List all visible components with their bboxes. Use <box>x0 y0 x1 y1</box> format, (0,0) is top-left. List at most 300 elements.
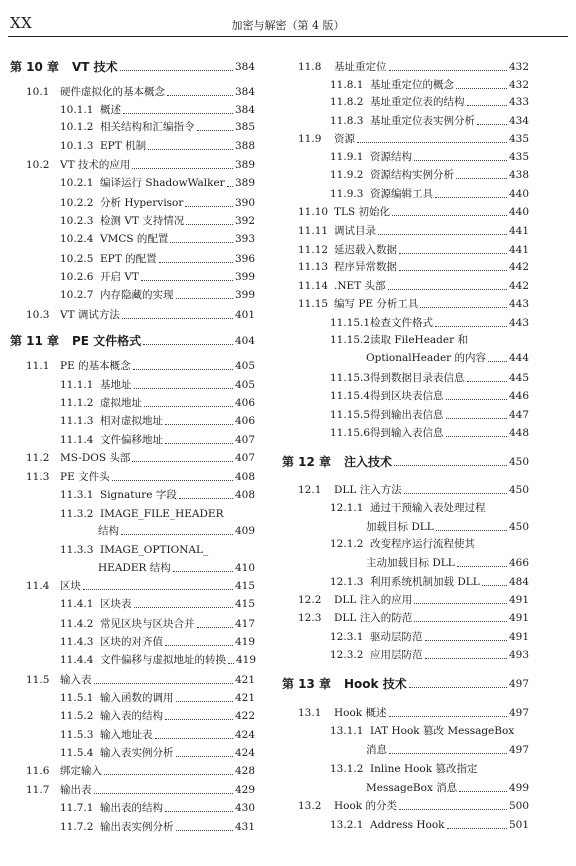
toc-entry-title: Address Hook <box>370 819 445 831</box>
toc-entry-title: 虚拟地址 <box>100 397 142 409</box>
toc-entry <box>10 374 255 392</box>
toc-entry-number: 11.5.1 <box>60 692 94 704</box>
toc-entry-number: 12.3.2 <box>330 649 364 661</box>
toc-entry-number: 12.1.1 <box>330 502 364 514</box>
leader-dots <box>228 663 234 664</box>
toc-entry <box>282 777 529 795</box>
leader-dots <box>165 424 233 425</box>
toc-entry-title: 通过干预输入表处理过程 <box>370 502 486 514</box>
toc-entry <box>282 497 529 515</box>
toc-entry-title: PE 的基本概念 <box>60 360 131 372</box>
toc-entry <box>282 516 529 534</box>
leader-dots <box>409 687 507 688</box>
toc-entry <box>10 228 255 246</box>
toc-entry <box>282 164 529 182</box>
toc-entry <box>10 99 255 117</box>
toc-entry-number: 10.2.7 <box>60 289 94 301</box>
leader-dots <box>173 571 233 572</box>
toc-entry-title: PE 文件头 <box>60 471 110 483</box>
toc-entry-page: 466 <box>508 557 529 569</box>
toc-entry-number: 12.1.3 <box>330 576 364 588</box>
toc-entry-number: 11.1.1 <box>60 379 94 391</box>
toc-entry-title: VT 调试方法 <box>60 309 120 321</box>
toc-entry-page: 448 <box>508 427 529 439</box>
leader-dots <box>132 168 233 169</box>
toc-entry-number: 11.9 <box>298 133 322 145</box>
leader-dots <box>414 160 507 161</box>
toc-entry <box>10 742 255 760</box>
toc-entry-number: 10.2 <box>26 159 50 171</box>
toc-entry-page: 405 <box>234 360 255 372</box>
leader-dots <box>394 465 507 466</box>
toc-entry <box>282 128 529 146</box>
toc-entry-number: 11.15 <box>298 298 329 310</box>
toc-entry <box>282 702 529 720</box>
toc-entry-title: .NET 头部 <box>334 280 386 292</box>
toc-entry-title: 输入表的结构 <box>100 710 163 722</box>
toc-entry-page: 408 <box>234 471 255 483</box>
toc-entry-page: 441 <box>508 225 529 237</box>
toc-entry <box>282 552 529 570</box>
toc-entry <box>10 631 255 649</box>
toc-entry <box>10 447 255 465</box>
toc-entry <box>10 669 255 687</box>
toc-entry-number: 11.4.2 <box>60 618 94 630</box>
toc-entry-page: 500 <box>508 800 529 812</box>
toc-entry <box>282 814 529 832</box>
toc-entry-number: 13.2 <box>298 800 322 812</box>
toc-entry-title: 概述 <box>100 104 121 116</box>
toc-entry-title: 检测 VT 支持情况 <box>100 215 185 227</box>
toc-entry-page: 407 <box>234 452 255 464</box>
toc-entry-number: 10.2.5 <box>60 253 94 265</box>
leader-dots <box>467 381 507 382</box>
toc-entry-title: 延迟载入数据 <box>334 244 397 256</box>
toc-entry-page: 433 <box>508 96 529 108</box>
toc-entry-title: PE 文件格式 <box>72 334 142 348</box>
toc-entry-page: 447 <box>508 409 529 421</box>
leader-dots <box>446 436 507 437</box>
toc-entry-number: 11.11 <box>298 225 329 237</box>
toc-entry-number: 11.3.2 <box>60 508 94 520</box>
toc-entry-title: 加载目标 DLL <box>366 521 434 533</box>
toc-entry <box>10 410 255 428</box>
toc-entry-page: 484 <box>508 576 529 588</box>
toc-entry-number: 11.9.1 <box>330 151 364 163</box>
toc-entry <box>282 275 529 293</box>
toc-entry-number: 10.1.3 <box>60 140 94 152</box>
leader-dots <box>186 224 233 225</box>
toc-entry-title: 编写 PE 分析工具 <box>334 298 419 310</box>
toc-entry-page: 409 <box>234 525 255 537</box>
toc-entry-title: DLL 注入方法 <box>334 484 402 496</box>
toc-entry-title: 基址重定位表的结构 <box>370 96 465 108</box>
toc-entry <box>10 613 255 631</box>
toc-entry <box>282 795 529 813</box>
toc-entry-page: 407 <box>234 434 255 446</box>
toc-entry-page: 393 <box>234 233 255 245</box>
toc-entry-title: 相对虚拟地址 <box>100 415 163 427</box>
toc-entry-title: EPT 机制 <box>100 140 147 152</box>
toc-entry-title: 基地址 <box>100 379 132 391</box>
leader-dots <box>112 480 233 481</box>
toc-entry-number: 11.14 <box>298 280 329 292</box>
toc-entry-number: 第 13 章 <box>282 677 332 691</box>
leader-dots <box>392 215 507 216</box>
toc-entry <box>282 56 529 74</box>
toc-entry-title: 区块的对齐值 <box>100 636 163 648</box>
toc-entry-title: 输出表实例分析 <box>100 821 174 833</box>
toc-entry-number: 11.5.2 <box>60 710 94 722</box>
toc-entry-page: 450 <box>508 484 529 496</box>
toc-entry-title: 资源编辑工具 <box>370 188 433 200</box>
toc-entry-title: 常见区块与区块合并 <box>100 618 195 630</box>
toc-entry <box>282 293 529 311</box>
toc-entry-number: 第 10 章 <box>10 60 60 74</box>
toc-entry <box>10 520 255 538</box>
toc-entry <box>282 110 529 128</box>
toc-entry-page: 424 <box>234 729 255 741</box>
leader-dots <box>165 645 233 646</box>
toc-entry-page: 450 <box>508 521 529 533</box>
toc-entry <box>10 81 255 99</box>
toc-entry <box>10 135 255 153</box>
toc-entry <box>10 557 255 575</box>
toc-entry <box>10 248 255 266</box>
toc-entry-title: 结构 <box>98 525 119 537</box>
toc-entry-title: IMAGE_OPTIONAL_ <box>100 544 209 556</box>
toc-entry-page: 431 <box>234 821 255 833</box>
leader-dots <box>389 753 507 754</box>
toc-entry-title: VT 技术 <box>72 60 118 74</box>
toc-entry-title: 相关结构和汇编指令 <box>100 121 195 133</box>
toc-entry-number: 11.15.1 <box>330 317 371 329</box>
toc-entry <box>282 183 529 201</box>
toc-entry <box>10 210 255 228</box>
toc-entry <box>10 649 255 667</box>
leader-dots <box>165 719 233 720</box>
leader-dots <box>141 280 233 281</box>
leader-dots <box>185 206 233 207</box>
toc-entry <box>10 503 255 521</box>
toc-entry-title: MessageBox 消息 <box>366 782 458 794</box>
toc-entry-page: 404 <box>234 335 255 347</box>
leader-dots <box>159 262 233 263</box>
leader-dots <box>388 289 507 290</box>
leader-dots <box>425 640 507 641</box>
toc-entry-title: 输出表的结构 <box>100 802 163 814</box>
toc-entry-page: 450 <box>508 456 529 468</box>
toc-chapter-entry <box>282 451 529 469</box>
toc-entry <box>10 593 255 611</box>
toc-entry-page: 435 <box>508 133 529 145</box>
toc-entry-title: VMCS 的配置 <box>100 233 169 245</box>
leader-dots <box>459 791 507 792</box>
toc-entry <box>282 91 529 109</box>
toc-entry-title: HEADER 结构 <box>98 562 171 574</box>
toc-entry-title: Inline Hook 篡改指定 <box>370 763 478 775</box>
toc-entry-number: 11.4.3 <box>60 636 94 648</box>
leader-dots <box>467 105 507 106</box>
toc-entry-page: 440 <box>508 188 529 200</box>
toc-entry-number: 11.15.3 <box>330 372 371 384</box>
toc-entry-number: 12.3.1 <box>330 631 364 643</box>
toc-entry <box>10 154 255 172</box>
toc-entry <box>282 329 529 347</box>
toc-entry-page: 415 <box>234 580 255 592</box>
toc-entry-page: 384 <box>234 61 255 73</box>
leader-dots <box>404 493 507 494</box>
toc-entry-page: 385 <box>234 121 255 133</box>
toc-entry <box>10 172 255 190</box>
leader-dots <box>176 701 233 702</box>
toc-entry-number: 11.15.4 <box>330 390 371 402</box>
toc-entry-page: 501 <box>508 819 529 831</box>
toc-entry <box>282 74 529 92</box>
toc-entry-page: 432 <box>508 61 529 73</box>
toc-entry-page: 491 <box>508 631 529 643</box>
toc-entry-title: Hook 概述 <box>334 707 387 719</box>
leader-dots <box>446 418 507 419</box>
toc-entry-title: Signature 字段 <box>100 489 177 501</box>
toc-entry-number: 10.2.2 <box>60 197 94 209</box>
toc-entry-title: VT 技术的应用 <box>60 159 131 171</box>
toc-entry-page: 428 <box>234 765 255 777</box>
toc-entry-title: 驱动层防范 <box>370 631 423 643</box>
toc-entry <box>10 779 255 797</box>
leader-dots <box>179 498 233 499</box>
toc-entry-page: 441 <box>508 244 529 256</box>
toc-entry-number: 11.3.3 <box>60 544 94 556</box>
toc-entry-title: 主动加载目标 DLL <box>366 557 455 569</box>
toc-entry-number: 11.3.1 <box>60 489 94 501</box>
leader-dots <box>457 566 507 567</box>
toc-entry-title: 资源 <box>334 133 355 145</box>
leader-dots <box>120 70 233 71</box>
toc-entry <box>282 758 529 776</box>
leader-dots <box>134 607 233 608</box>
toc-entry <box>10 284 255 302</box>
leader-dots <box>488 361 507 362</box>
toc-entry-title: 文件偏移地址 <box>100 434 163 446</box>
toc-entry-page: 388 <box>234 140 255 152</box>
leader-dots <box>104 774 233 775</box>
toc-entry <box>282 422 529 440</box>
toc-entry-page: 442 <box>508 280 529 292</box>
toc-entry-number: 11.4 <box>26 580 50 592</box>
toc-entry-page: 445 <box>508 372 529 384</box>
leader-dots <box>197 627 233 628</box>
toc-entry-number: 11.4.1 <box>60 598 94 610</box>
toc-entry-title: 调试目录 <box>334 225 376 237</box>
toc-entry <box>282 220 529 238</box>
toc-entry-page: 491 <box>508 612 529 624</box>
leader-dots <box>414 603 507 604</box>
toc-entry-title: EPT 的配置 <box>100 253 157 265</box>
toc-entry-page: 392 <box>234 215 255 227</box>
toc-entry-page: 429 <box>234 784 255 796</box>
toc-entry-number: 10.2.6 <box>60 271 94 283</box>
toc-chapter-entry <box>10 330 255 348</box>
toc-entry-number: 11.7 <box>26 784 50 796</box>
toc-entry-number: 11.1.3 <box>60 415 94 427</box>
toc-entry <box>282 626 529 644</box>
toc-entry-page: 406 <box>234 415 255 427</box>
toc-entry-page: 384 <box>234 86 255 98</box>
toc-entry-page: 499 <box>508 782 529 794</box>
toc-entry <box>282 312 529 330</box>
leader-dots <box>176 298 233 299</box>
leader-dots <box>132 461 233 462</box>
toc-entry-number: 11.12 <box>298 244 329 256</box>
toc-entry <box>282 347 529 365</box>
toc-entry <box>10 797 255 815</box>
leader-dots <box>435 326 507 327</box>
leader-dots <box>456 88 507 89</box>
toc-entry-title: 得到数据目录表信息 <box>370 372 465 384</box>
leader-dots <box>414 621 507 622</box>
leader-dots <box>389 716 507 717</box>
toc-entry <box>10 760 255 778</box>
toc-entry <box>282 571 529 589</box>
toc-entry-number: 11.5 <box>26 674 50 686</box>
toc-entry <box>10 687 255 705</box>
leader-dots <box>165 443 233 444</box>
leader-dots <box>176 830 233 831</box>
toc-entry-page: 440 <box>508 206 529 218</box>
toc-entry-number: 13.1.1 <box>330 725 364 737</box>
toc-entry-title: 资源结构实例分析 <box>370 169 454 181</box>
toc-entry <box>282 644 529 662</box>
toc-entry-number: 12.1 <box>298 484 322 496</box>
toc-entry <box>10 816 255 834</box>
toc-entry <box>10 355 255 373</box>
toc-entry-number: 11.1 <box>26 360 50 372</box>
leader-dots <box>170 242 233 243</box>
toc-entry-number: 11.6 <box>26 765 50 777</box>
toc-entry-page: 406 <box>234 397 255 409</box>
toc-entry-number: 11.5.3 <box>60 729 94 741</box>
leader-dots <box>144 406 233 407</box>
toc-entry-page: 432 <box>508 79 529 91</box>
toc-entry-number: 11.1.4 <box>60 434 94 446</box>
toc-entry-page: 405 <box>234 379 255 391</box>
toc-entry-number: 10.1.2 <box>60 121 94 133</box>
toc-entry-page: 430 <box>234 802 255 814</box>
toc-entry-title: Hook 技术 <box>344 677 407 691</box>
leader-dots <box>357 142 507 143</box>
toc-entry-number: 13.1.2 <box>330 763 364 775</box>
leader-dots <box>94 683 233 684</box>
leader-dots <box>94 793 233 794</box>
toc-entry-title: 基址重定位表实例分析 <box>370 115 475 127</box>
toc-entry-title: 文件偏移与虚拟地址的转换 <box>100 654 226 666</box>
toc-entry <box>282 146 529 164</box>
toc-entry-page: 444 <box>508 352 529 364</box>
toc-entry-page: 434 <box>508 115 529 127</box>
toc-entry-page: 424 <box>234 747 255 759</box>
toc-chapter-entry <box>10 56 255 74</box>
leader-dots <box>133 369 233 370</box>
toc-entry-title: 改变程序运行流程使其 <box>370 538 475 550</box>
toc-entry-page: 422 <box>234 710 255 722</box>
toc-entry-page: 396 <box>234 253 255 265</box>
toc-entry <box>282 239 529 257</box>
toc-entry-page: 389 <box>234 159 255 171</box>
toc-entry-number: 13.2.1 <box>330 819 364 831</box>
toc-entry-title: 基址重定位的概念 <box>370 79 454 91</box>
toc-entry-title: 资源结构 <box>370 151 412 163</box>
leader-dots <box>399 253 507 254</box>
toc-entry-number: 11.8.3 <box>330 115 364 127</box>
toc-entry-title: IMAGE_FILE_HEADER <box>100 508 224 520</box>
leader-dots <box>425 658 507 659</box>
toc-entry-title: 绑定输入 <box>60 765 102 777</box>
toc-entry-number: 12.2 <box>298 594 322 606</box>
toc-entry-number: 11.5.4 <box>60 747 94 759</box>
leader-dots <box>399 270 507 271</box>
leader-dots <box>447 828 507 829</box>
toc-entry-title: 得到输出表信息 <box>370 409 444 421</box>
toc-entry-number: 11.7.1 <box>60 802 94 814</box>
toc-entry-title: 得到区块表信息 <box>370 390 444 402</box>
header-rule <box>8 36 568 37</box>
toc-entry-title: 应用层防范 <box>370 649 423 661</box>
toc-chapter-entry <box>282 673 529 691</box>
toc-entry-number: 11.13 <box>298 261 329 273</box>
toc-entry-page: 438 <box>508 169 529 181</box>
toc-entry-number: 10.2.4 <box>60 233 94 245</box>
toc-entry <box>282 404 529 422</box>
toc-entry-title: DLL 注入的防范 <box>334 612 413 624</box>
toc-entry-title: DLL 注入的应用 <box>334 594 413 606</box>
toc-entry <box>282 607 529 625</box>
toc-entry <box>282 479 529 497</box>
toc-entry-title: 硬件虚拟化的基本概念 <box>60 86 165 98</box>
toc-entry-number: 13.1 <box>298 707 322 719</box>
leader-dots <box>122 318 233 319</box>
toc-entry-page: 421 <box>234 674 255 686</box>
toc-entry <box>10 539 255 557</box>
toc-entry <box>10 304 255 322</box>
toc-entry-title: IAT Hook 篡改 MessageBox <box>370 725 515 737</box>
toc-entry-number: 11.1.2 <box>60 397 94 409</box>
toc-entry-title: 输入函数的调用 <box>100 692 174 704</box>
toc-entry-page: 419 <box>236 654 257 666</box>
toc-entry-number: 11.15.6 <box>330 427 371 439</box>
leader-dots <box>378 234 507 235</box>
toc-entry-title: 程序异常数据 <box>334 261 397 273</box>
toc-entry-page: 408 <box>234 489 255 501</box>
leader-dots <box>123 113 233 114</box>
leader-dots <box>197 130 233 131</box>
toc-entry-title: 开启 VT <box>100 271 139 283</box>
toc-entry-number: 第 11 章 <box>10 334 60 348</box>
toc-entry-page: 399 <box>234 289 255 301</box>
toc-entry-page: 410 <box>234 562 255 574</box>
toc-entry-number: 12.1.2 <box>330 538 364 550</box>
toc-entry-title: 消息 <box>366 744 387 756</box>
toc-entry <box>282 720 529 738</box>
toc-entry-page: 446 <box>508 390 529 402</box>
toc-entry-page: 419 <box>234 636 255 648</box>
leader-dots <box>176 756 233 757</box>
toc-entry-number: 第 12 章 <box>282 455 332 469</box>
toc-entry-number: 11.9.3 <box>330 188 364 200</box>
leader-dots <box>227 186 233 187</box>
toc-entry-page: 497 <box>508 744 529 756</box>
toc-entry-number: 11.8.2 <box>330 96 364 108</box>
